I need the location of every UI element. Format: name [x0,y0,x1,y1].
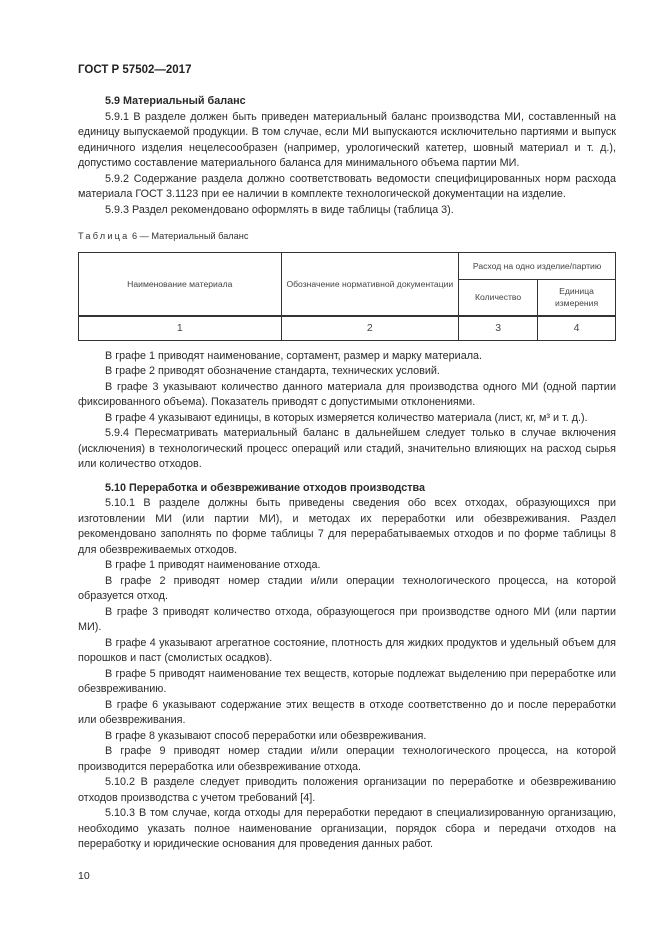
paragraph: 5.10.2 В разделе следует приводить положения организации по переработке и обезвреживанию отходов производства с учетом требований [4]. [78,776,616,804]
page-number: 10 [78,869,90,882]
material-balance-table [78,252,616,341]
header-quantity: Количество [459,280,538,316]
paragraph: В графе 6 указывают содержание этих веществ в отходе соответственно до и после переработки или обезвреживания. [78,698,616,726]
header-material-name: Наименование материала [79,253,282,316]
column-number: 2 [281,316,459,341]
paragraph: В графе 3 приводят количество отхода, образующегося при производстве одного МИ (или партии МИ). [78,605,616,633]
header-consumption-group: Расход на одно изделие/партию [459,253,616,280]
section-heading: 5.10 Переработка и обезвреживание отходов производства [105,481,426,494]
paragraph: В графе 2 приводят обозначение стандарта, технических условий. [105,365,440,377]
paragraph: В графе 4 указывают единицы, в которых измеряется количество материала (лист, кг, м³ и т. д.). [105,411,588,424]
section-5-10 [78,481,616,853]
paragraph: В графе 8 указывают способ переработки или обезвреживания. [105,729,427,742]
paragraph: 5.9.4 Пересматривать материальный баланс в дальнейшем следует только в случае включения (исключения) в технологический процесс операций или стадий, значительно влияющих на расход сырья или количество отходов. [78,427,616,470]
table-explanation [78,349,616,473]
column-number: 1 [79,316,282,341]
column-number: 3 [459,316,538,341]
paragraph: В графе 5 приводят наименование тех веществ, которые подлежат выделению при переработке или обезвреживанию. [78,667,616,695]
column-number: 4 [538,316,616,341]
table-caption [78,230,616,243]
paragraph: В графе 3 указывают количество данного материала для производства одного МИ (одной партии фиксированного объема). Показатель приводят с допустимыми отклонениями. [78,380,616,408]
header-normative-doc: Обозначение нормативной документации [281,253,459,316]
paragraph: 5.9.3 Раздел рекомендовано оформлять в виде таблицы (таблица 3). [105,203,454,216]
section-heading: 5.9 Материальный баланс [105,95,246,107]
paragraph: 5.9.1 В разделе должен быть приведен материальный баланс производства МИ, составленный на единицу выпускаемой продукции. В том случае, если МИ выпускаются исключительно партиями и выпуск единичного изделия нецелесообразен (например, урологический катетер, шовный материал и т. д.), допустимо составление материального баланса для минимального объема партии МИ. [78,110,616,169]
paragraph: В графе 2 приводят номер стадии и/или операции технологического процесса, на которой образуется отход. [78,574,616,602]
header-unit: Единица измерения [538,280,616,316]
paragraph: В графе 9 приводят номер стадии и/или операции технологического процесса, на которой производится переработка или обезвреживание отхода. [78,745,616,773]
table-caption-title: 6 — Материальный баланс [132,231,249,241]
section-5-9 [78,94,616,218]
paragraph: 5.10.1 В разделе должны быть приведены сведения обо всех отходах, образующихся при изготовлении МИ (или партии МИ), и методах их переработки или обезвреживания. Раздел рекомендовано заполнять по форме таблицы 7 для перерабатываемых отходов и по форме таблицы 8 для обезвреживаемых отходов. [78,497,616,556]
paragraph: 5.9.2 Содержание раздела должно соответствовать ведомости специфицированных норм расхода материала ГОСТ 3.1123 при ее наличии в комплекте технологической документации на изделие. [78,172,616,200]
paragraph: В графе 1 приводят наименование отхода. [105,559,321,571]
paragraph: 5.10.3 В том случае, когда отходы для переработки передают в специализированную организацию, необходимо указать полное наименование организации, порядок сбора и передачи отходов на переработку и юридические основания для проведения данных работ. [78,807,616,850]
document-header: ГОСТ Р 57502—2017 [78,64,192,76]
paragraph: В графе 1 приводят наименование, сортамент, размер и марку материала. [105,349,483,362]
paragraph: В графе 4 указывают агрегатное состояние, плотность для жидких продуктов и удельный объем для порошков и паст (смолистых осадков). [78,636,616,664]
table-caption-prefix: Таблица [78,231,130,241]
